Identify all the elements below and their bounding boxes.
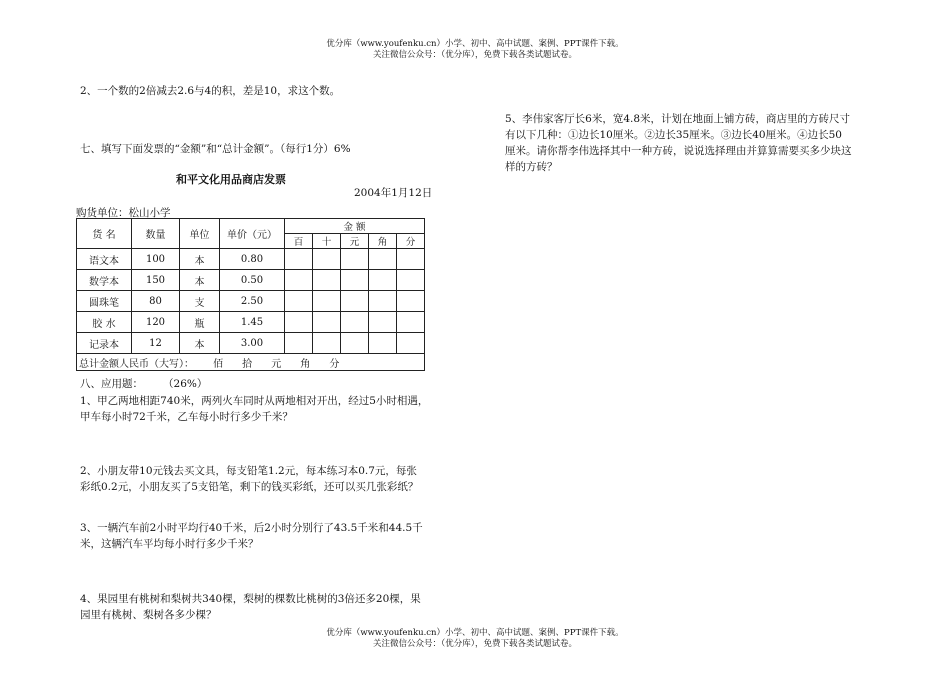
header-amount: 金 额 [285, 219, 425, 234]
row-name: 数学本 [77, 270, 132, 291]
row-price: 0.80 [220, 249, 285, 270]
question-2-previous: 2、一个数的2倍减去2.6与4的积，差是10，求这个数。 [80, 85, 341, 97]
amount-cell[interactable] [313, 249, 341, 270]
amount-cell[interactable] [285, 333, 313, 354]
question-1-line-2: 甲车每小时72千米，乙车每小时行多少千米？ [80, 411, 293, 423]
table-row [77, 291, 425, 312]
row-qty: 12 [132, 333, 180, 354]
question-1-line-1: 1、甲乙两地相距740米，两列火车同时从两地相对开出，经过5小时相遇， [80, 395, 429, 407]
question-2-line-1: 2、小朋友带10元钱去买文具，每支铅笔1.2元，每本练习本0.7元，每张 [80, 465, 417, 477]
amount-cell[interactable] [341, 291, 369, 312]
row-name: 圆珠笔 [77, 291, 132, 312]
amount-cell[interactable] [341, 270, 369, 291]
header-name: 货 名 [77, 219, 132, 249]
table-row [77, 333, 425, 354]
amount-cell[interactable] [397, 249, 425, 270]
amount-cell[interactable] [397, 333, 425, 354]
table-row [77, 312, 425, 333]
amount-cell[interactable] [369, 333, 397, 354]
amount-cell[interactable] [397, 291, 425, 312]
amount-col-tens: 十 [313, 234, 341, 249]
question-4-line-2: 园里有桃树、梨树各多少棵？ [80, 609, 217, 621]
row-name: 语文本 [77, 249, 132, 270]
row-price: 1.45 [220, 312, 285, 333]
header-unit: 单位 [180, 219, 220, 249]
question-5-line-4: 样的方砖？ [505, 161, 558, 173]
amount-col-jiao: 角 [369, 234, 397, 249]
amount-cell[interactable] [285, 270, 313, 291]
row-name: 胶 水 [77, 312, 132, 333]
amount-cell[interactable] [313, 333, 341, 354]
row-price: 3.00 [220, 333, 285, 354]
question-3-line-2: 米，这辆汽车平均每小时行多少千米？ [80, 538, 259, 550]
amount-cell[interactable] [313, 291, 341, 312]
question-5-line-3: 厘米。请你帮李伟选择其中一种方砖，说说选择理由并算算需要买多少块这 [505, 145, 852, 157]
row-qty: 100 [132, 249, 180, 270]
amount-col-fen: 分 [397, 234, 425, 249]
amount-cell[interactable] [341, 312, 369, 333]
header-line-2: 关注微信公众号：（优分库），免费下载各类试题试卷。 [372, 50, 577, 60]
row-price: 2.50 [220, 291, 285, 312]
row-qty: 120 [132, 312, 180, 333]
amount-cell[interactable] [369, 291, 397, 312]
question-3-line-1: 3、一辆汽车前2小时平均行40千米，后2小时分别行了43.5千米和44.5千 [80, 522, 423, 534]
amount-cell[interactable] [313, 312, 341, 333]
question-4-line-1: 4、果园里有桃树和梨树共340棵，梨树的棵数比桃树的3倍还多20棵，果 [80, 593, 421, 605]
question-5-line-1: 5、李伟家客厅长6米，宽4.8米，计划在地面上铺方砖，商店里的方砖尺寸 [505, 113, 851, 125]
row-unit: 支 [180, 291, 220, 312]
header-price: 单价（元） [220, 219, 285, 249]
invoice-title: 和平文化用品商店发票 [176, 173, 286, 186]
footer-line-2: 关注微信公众号：（优分库），免费下载各类试题试卷。 [372, 639, 577, 649]
amount-col-yuan: 元 [341, 234, 369, 249]
footer-line-1: 优分库（www.youfenku.cn）小学、初中、高中试题、案例、PPT课件下载。 [326, 628, 624, 638]
invoice-date: 2004年1月12日 [354, 187, 433, 199]
amount-cell[interactable] [285, 249, 313, 270]
amount-cell[interactable] [341, 249, 369, 270]
amount-cell[interactable] [313, 270, 341, 291]
row-price: 0.50 [220, 270, 285, 291]
table-row [77, 270, 425, 291]
table-row [77, 249, 425, 270]
header-line-1: 优分库（www.youfenku.cn）小学、初中、高中试题、案例、PPT课件下载。 [326, 39, 624, 49]
total-amount-text: 总计金额人民币（大写）： 佰 拾 元 角 分 [77, 354, 425, 371]
row-qty: 150 [132, 270, 180, 291]
question-2-line-2: 彩纸0.2元，小朋友买了5支铅笔，剩下的钱买彩纸，还可以买几张彩纸？ [80, 481, 419, 493]
row-unit: 瓶 [180, 312, 220, 333]
amount-cell[interactable] [341, 333, 369, 354]
row-unit: 本 [180, 249, 220, 270]
row-name: 记录本 [77, 333, 132, 354]
table-total-row [77, 354, 425, 371]
invoice-table [76, 218, 425, 371]
section-7-heading: 七、填写下面发票的“金额”和“总计金额”。（每行1分）6% [80, 143, 351, 155]
amount-cell[interactable] [369, 249, 397, 270]
row-unit: 本 [180, 270, 220, 291]
section-8-heading: 八、应用题： （26%） [80, 378, 208, 390]
row-unit: 本 [180, 333, 220, 354]
question-5-line-2: 有以下几种：①边长10厘米。②边长35厘米。③边长40厘米。④边长50 [505, 129, 842, 141]
amount-cell[interactable] [397, 270, 425, 291]
amount-cell[interactable] [369, 312, 397, 333]
invoice-buyer: 购货单位：松山小学 [76, 207, 171, 219]
row-qty: 80 [132, 291, 180, 312]
table-header-row [77, 219, 425, 234]
amount-cell[interactable] [397, 312, 425, 333]
amount-cell[interactable] [285, 291, 313, 312]
amount-cell[interactable] [285, 312, 313, 333]
amount-cell[interactable] [369, 270, 397, 291]
header-qty: 数量 [132, 219, 180, 249]
amount-col-hundreds: 百 [285, 234, 313, 249]
